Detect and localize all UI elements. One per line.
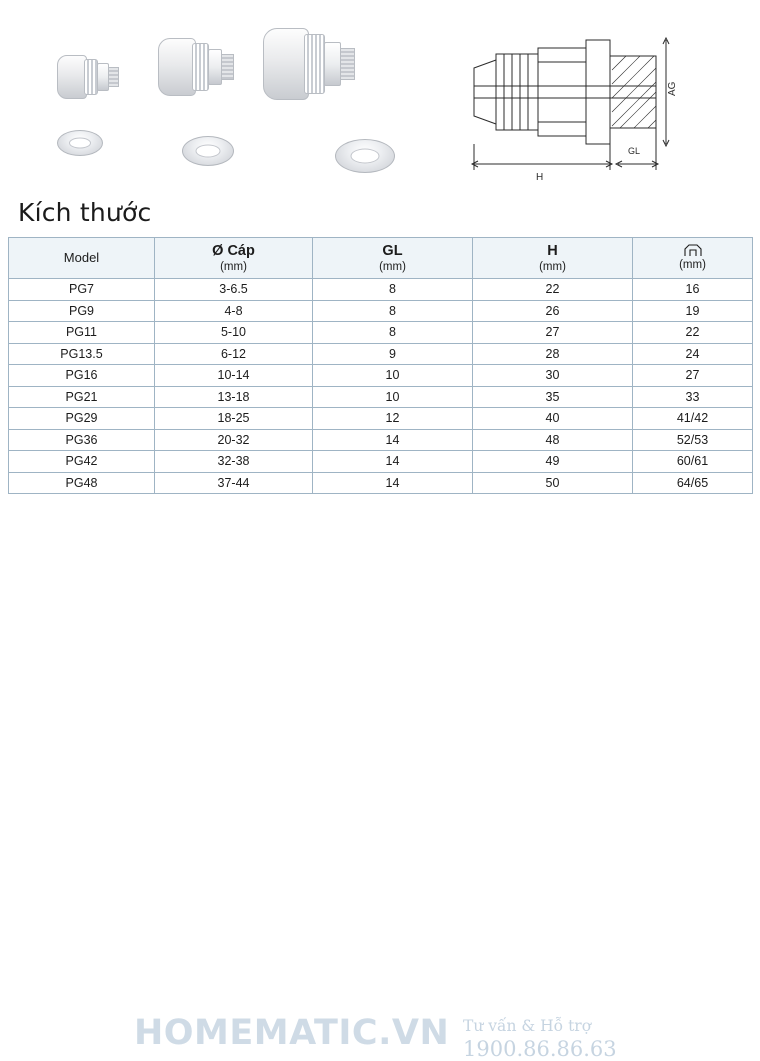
page-title: Kích thước: [18, 198, 152, 227]
cell-h: 50: [473, 472, 633, 494]
cell-cable-diameter: 32-38: [155, 451, 313, 473]
cell-ag: 41/42: [633, 408, 753, 430]
cell-model: PG9: [9, 300, 155, 322]
table-header-row: [9, 238, 753, 279]
col-header-gl-label: GL: [382, 242, 403, 259]
cell-gl: 10: [313, 365, 473, 387]
cell-model: PG42: [9, 451, 155, 473]
brand-watermark: HOMEMATIC.VN: [134, 1013, 450, 1053]
cell-ag: 52/53: [633, 429, 753, 451]
cell-h: 35: [473, 386, 633, 408]
medium-lock-nut: [182, 136, 234, 166]
col-header-ag-unit: (mm): [679, 258, 706, 271]
table-row: [9, 472, 753, 494]
col-header-h-unit: (mm): [539, 260, 566, 273]
product-photo-area: [0, 0, 760, 190]
cell-ag: 16: [633, 279, 753, 301]
col-header-cable-diameter: [155, 238, 313, 279]
cell-gl: 14: [313, 472, 473, 494]
cell-gl: 10: [313, 386, 473, 408]
cell-model: PG48: [9, 472, 155, 494]
cell-model: PG7: [9, 279, 155, 301]
table-row: [9, 343, 753, 365]
spec-table-wrapper: [8, 237, 752, 494]
col-header-cable-diameter-label: Ø Cáp: [212, 242, 255, 259]
cell-ag: 60/61: [633, 451, 753, 473]
col-header-gl: [313, 238, 473, 279]
cell-model: PG13.5: [9, 343, 155, 365]
cell-model: PG16: [9, 365, 155, 387]
cell-h: 48: [473, 429, 633, 451]
col-header-h-label: H: [547, 242, 558, 259]
table-row: [9, 300, 753, 322]
table-row: [9, 451, 753, 473]
col-header-ag: [633, 238, 753, 279]
drawing-label-h: H: [536, 172, 544, 183]
cell-h: 40: [473, 408, 633, 430]
medium-cable-gland: [158, 38, 234, 133]
cell-ag: 22: [633, 322, 753, 344]
support-label: Tư vấn & Hỗ trợ: [463, 1017, 592, 1035]
small-cable-gland: [57, 55, 119, 125]
cell-model: PG29: [9, 408, 155, 430]
small-lock-nut: [57, 130, 103, 156]
spec-table-head: [9, 238, 753, 279]
cell-ag: 19: [633, 300, 753, 322]
cell-gl: 9: [313, 343, 473, 365]
large-lock-nut: [335, 139, 395, 173]
cell-cable-diameter: 6-12: [155, 343, 313, 365]
support-phone: 1900.86.86.63: [463, 1037, 617, 1061]
cell-gl: 8: [313, 322, 473, 344]
cell-h: 30: [473, 365, 633, 387]
table-row: [9, 408, 753, 430]
technical-drawing: [460, 30, 745, 190]
col-header-cable-diameter-unit: (mm): [220, 260, 247, 273]
drawing-label-ag: AG: [667, 81, 678, 96]
large-cable-gland: [263, 28, 355, 143]
cell-h: 26: [473, 300, 633, 322]
table-row: [9, 429, 753, 451]
cell-cable-diameter: 20-32: [155, 429, 313, 451]
cell-ag: 27: [633, 365, 753, 387]
col-header-model-label: Model: [63, 249, 100, 265]
col-header-model: [9, 238, 155, 279]
footer-watermark: [0, 505, 760, 1061]
cell-h: 22: [473, 279, 633, 301]
cell-h: 27: [473, 322, 633, 344]
cell-gl: 8: [313, 279, 473, 301]
cell-cable-diameter: 37-44: [155, 472, 313, 494]
table-row: [9, 365, 753, 387]
cell-cable-diameter: 18-25: [155, 408, 313, 430]
cell-model: PG36: [9, 429, 155, 451]
cell-gl: 8: [313, 300, 473, 322]
table-row: [9, 386, 753, 408]
cell-cable-diameter: 5-10: [155, 322, 313, 344]
cell-cable-diameter: 13-18: [155, 386, 313, 408]
cell-model: PG11: [9, 322, 155, 344]
technical-drawing-svg: [460, 30, 745, 190]
cell-ag: 33: [633, 386, 753, 408]
cell-h: 28: [473, 343, 633, 365]
table-row: [9, 322, 753, 344]
cell-cable-diameter: 10-14: [155, 365, 313, 387]
cell-cable-diameter: 4-8: [155, 300, 313, 322]
cell-ag: 64/65: [633, 472, 753, 494]
spec-table: [8, 237, 753, 494]
col-header-h: [473, 238, 633, 279]
cell-gl: 14: [313, 429, 473, 451]
table-row: [9, 279, 753, 301]
cell-ag: 24: [633, 343, 753, 365]
hex-nut-icon: [682, 244, 704, 257]
cell-h: 49: [473, 451, 633, 473]
col-header-gl-unit: (mm): [379, 260, 406, 273]
cell-gl: 12: [313, 408, 473, 430]
cell-model: PG21: [9, 386, 155, 408]
drawing-label-gl: GL: [628, 146, 641, 156]
cell-cable-diameter: 3-6.5: [155, 279, 313, 301]
cell-gl: 14: [313, 451, 473, 473]
spec-table-body: [9, 279, 753, 494]
